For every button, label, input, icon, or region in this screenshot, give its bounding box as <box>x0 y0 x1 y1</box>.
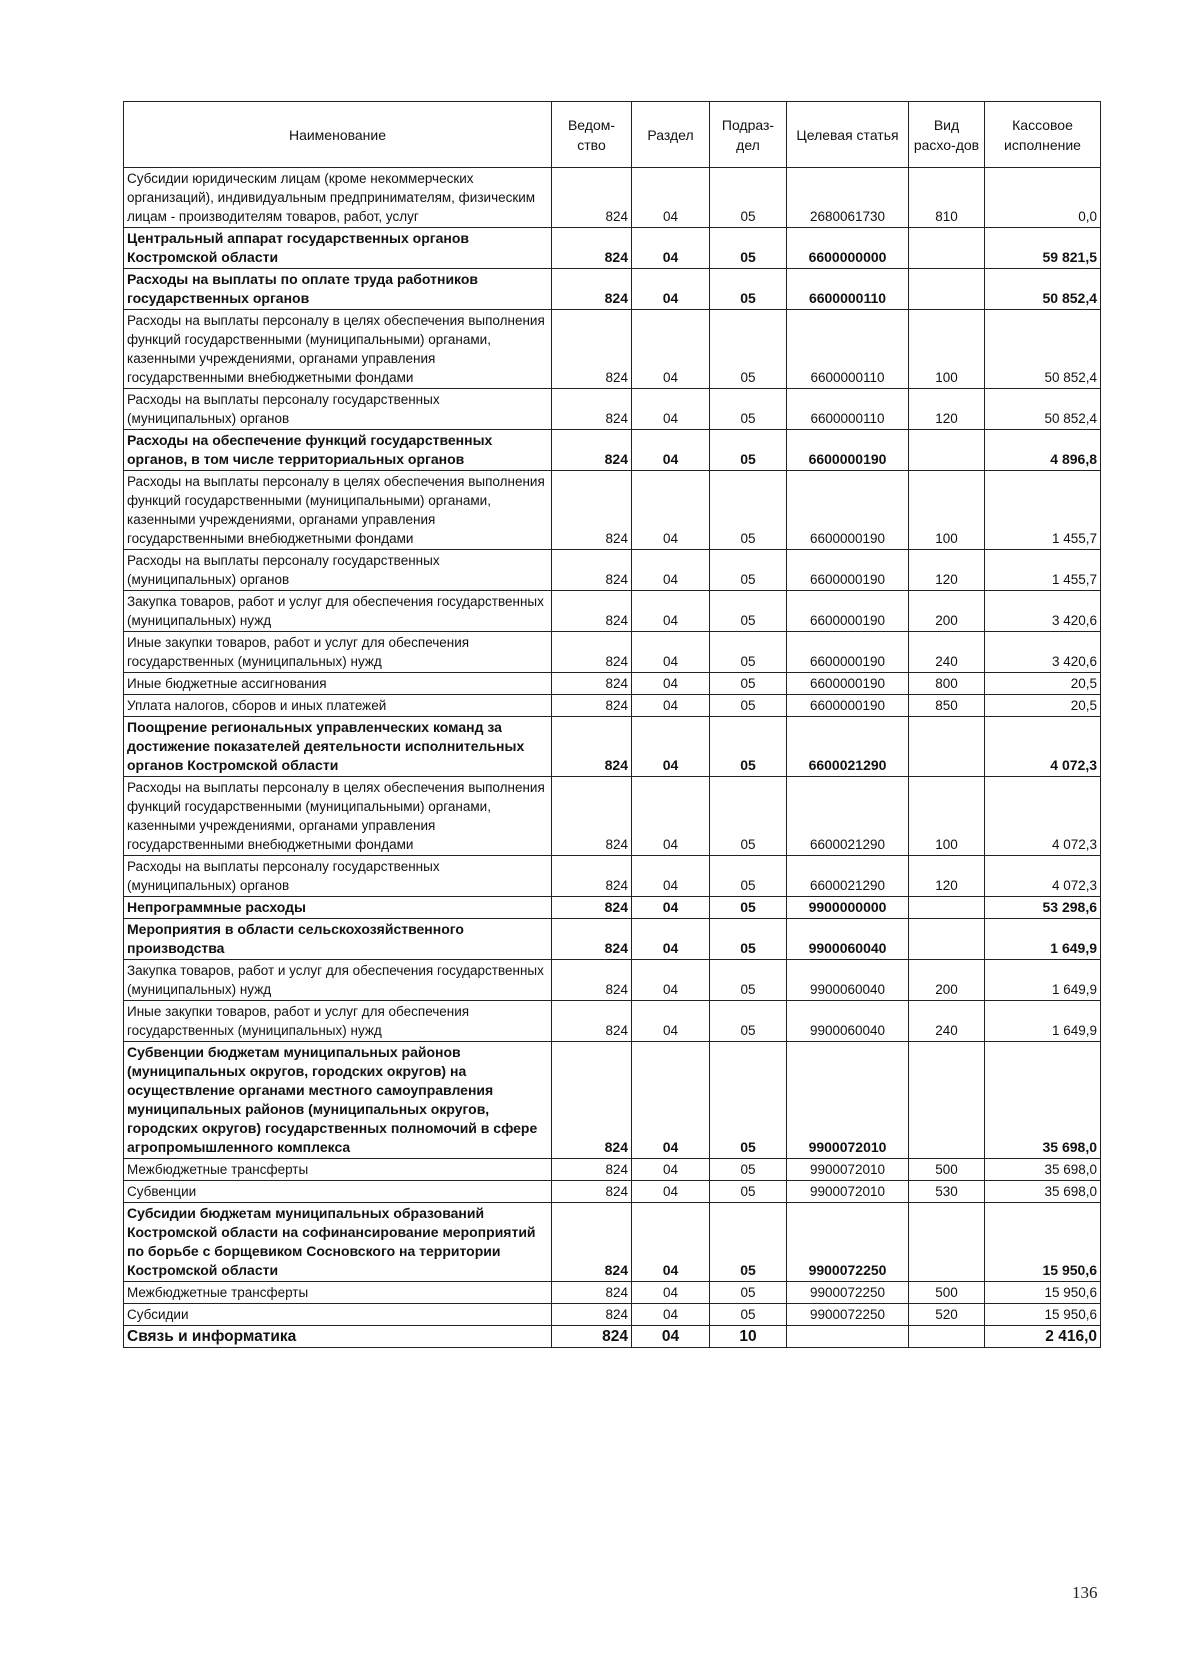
table-row <box>124 897 1101 919</box>
table-row <box>124 1203 1101 1282</box>
cell-exec: 50 852,4 <box>985 389 1101 430</box>
table-row <box>124 632 1101 673</box>
cell-target: 6600000190 <box>787 550 909 591</box>
cell-exec: 4 896,8 <box>985 430 1101 471</box>
cell-kind <box>909 1326 985 1348</box>
header-section: Раздел <box>632 102 710 168</box>
cell-exec: 3 420,6 <box>985 632 1101 673</box>
cell-name: Расходы на выплаты по оплате труда работников государственных органов <box>124 269 552 310</box>
cell-kind <box>909 1042 985 1159</box>
cell-dept: 824 <box>552 310 632 389</box>
table-row <box>124 919 1101 960</box>
table-row <box>124 1282 1101 1304</box>
cell-target: 6600000190 <box>787 591 909 632</box>
cell-subsection: 05 <box>710 228 787 269</box>
cell-subsection: 05 <box>710 1282 787 1304</box>
cell-subsection: 05 <box>710 168 787 228</box>
cell-target <box>787 1326 909 1348</box>
cell-target: 9900072250 <box>787 1282 909 1304</box>
table-row <box>124 695 1101 717</box>
cell-exec: 4 072,3 <box>985 777 1101 856</box>
cell-name: Субсидии юридическим лицам (кроме некоммерческих организаций), индивидуальным предпринимателям, физическим лицам - производителям товаров, работ, услуг <box>124 168 552 228</box>
cell-dept: 824 <box>552 1282 632 1304</box>
cell-section: 04 <box>632 430 710 471</box>
cell-name: Расходы на обеспечение функций государственных органов, в том числе территориальных органов <box>124 430 552 471</box>
cell-target: 2680061730 <box>787 168 909 228</box>
cell-kind <box>909 919 985 960</box>
cell-name: Мероприятия в области сельскохозяйственного производства <box>124 919 552 960</box>
cell-exec: 1 649,9 <box>985 1001 1101 1042</box>
cell-target: 9900000000 <box>787 897 909 919</box>
cell-section: 04 <box>632 1042 710 1159</box>
table-row <box>124 1042 1101 1159</box>
cell-kind: 810 <box>909 168 985 228</box>
budget-table-sheet <box>123 101 1100 1348</box>
cell-exec: 15 950,6 <box>985 1282 1101 1304</box>
cell-kind <box>909 1203 985 1282</box>
page-number: 136 <box>1072 1583 1098 1602</box>
cell-section: 04 <box>632 1181 710 1203</box>
header-subsection: Подраз-дел <box>710 102 787 168</box>
cell-target: 9900072250 <box>787 1304 909 1326</box>
cell-section: 04 <box>632 310 710 389</box>
table-row <box>124 717 1101 777</box>
cell-subsection: 05 <box>710 389 787 430</box>
header-kind: Вид расхо-дов <box>909 102 985 168</box>
cell-name: Непрограммные расходы <box>124 897 552 919</box>
cell-subsection: 05 <box>710 269 787 310</box>
cell-kind: 120 <box>909 856 985 897</box>
cell-subsection: 05 <box>710 591 787 632</box>
cell-target: 6600000190 <box>787 632 909 673</box>
cell-dept: 824 <box>552 777 632 856</box>
cell-exec: 2 416,0 <box>985 1326 1101 1348</box>
cell-name: Поощрение региональных управленческих команд за достижение показателей деятельности исполнительных органов Костромской области <box>124 717 552 777</box>
cell-section: 04 <box>632 856 710 897</box>
cell-section: 04 <box>632 1159 710 1181</box>
table-row <box>124 1181 1101 1203</box>
cell-target: 9900072250 <box>787 1203 909 1282</box>
cell-subsection: 05 <box>710 1181 787 1203</box>
table-row <box>124 228 1101 269</box>
cell-exec: 15 950,6 <box>985 1304 1101 1326</box>
cell-section: 04 <box>632 389 710 430</box>
cell-exec: 35 698,0 <box>985 1159 1101 1181</box>
cell-exec: 1 649,9 <box>985 919 1101 960</box>
table-row <box>124 269 1101 310</box>
cell-exec: 53 298,6 <box>985 897 1101 919</box>
table-row <box>124 777 1101 856</box>
cell-dept: 824 <box>552 1304 632 1326</box>
cell-subsection: 05 <box>710 673 787 695</box>
cell-name: Расходы на выплаты персоналу в целях обеспечения выполнения функций государственными (муниципальными) органами, казенными учреждениями, органами управления государственными внебюджетными фондами <box>124 310 552 389</box>
cell-subsection: 05 <box>710 1304 787 1326</box>
cell-name: Межбюджетные трансферты <box>124 1159 552 1181</box>
cell-kind: 500 <box>909 1282 985 1304</box>
cell-target: 6600000110 <box>787 310 909 389</box>
cell-subsection: 05 <box>710 430 787 471</box>
cell-kind: 850 <box>909 695 985 717</box>
cell-exec: 20,5 <box>985 695 1101 717</box>
header-exec: Кассовое исполнение <box>985 102 1101 168</box>
cell-name: Расходы на выплаты персоналу государственных (муниципальных) органов <box>124 550 552 591</box>
cell-target: 6600021290 <box>787 777 909 856</box>
cell-dept: 824 <box>552 919 632 960</box>
cell-section: 04 <box>632 1282 710 1304</box>
cell-dept: 824 <box>552 1001 632 1042</box>
cell-dept: 824 <box>552 550 632 591</box>
cell-dept: 824 <box>552 591 632 632</box>
table-header-row <box>124 102 1101 168</box>
cell-subsection: 05 <box>710 717 787 777</box>
cell-kind: 100 <box>909 310 985 389</box>
cell-name: Расходы на выплаты персоналу государственных (муниципальных) органов <box>124 856 552 897</box>
cell-name: Расходы на выплаты персоналу в целях обеспечения выполнения функций государственными (муниципальными) органами, казенными учреждениями, органами управления государственными внебюджетными фондами <box>124 471 552 550</box>
cell-name: Межбюджетные трансферты <box>124 1282 552 1304</box>
cell-dept: 824 <box>552 897 632 919</box>
cell-target: 6600000110 <box>787 389 909 430</box>
cell-dept: 824 <box>552 1042 632 1159</box>
cell-section: 04 <box>632 960 710 1001</box>
table-row <box>124 550 1101 591</box>
table-body <box>124 168 1101 1348</box>
cell-exec: 20,5 <box>985 673 1101 695</box>
cell-kind: 240 <box>909 1001 985 1042</box>
cell-exec: 0,0 <box>985 168 1101 228</box>
cell-target: 6600000190 <box>787 673 909 695</box>
table-row <box>124 389 1101 430</box>
cell-subsection: 05 <box>710 1042 787 1159</box>
cell-name: Центральный аппарат государственных органов Костромской области <box>124 228 552 269</box>
cell-name: Субвенции <box>124 1181 552 1203</box>
cell-subsection: 05 <box>710 960 787 1001</box>
cell-kind: 800 <box>909 673 985 695</box>
cell-target: 6600000190 <box>787 471 909 550</box>
cell-subsection: 05 <box>710 695 787 717</box>
cell-subsection: 05 <box>710 1001 787 1042</box>
cell-kind <box>909 269 985 310</box>
cell-dept: 824 <box>552 1159 632 1181</box>
cell-dept: 824 <box>552 960 632 1001</box>
cell-kind: 200 <box>909 960 985 1001</box>
cell-section: 04 <box>632 550 710 591</box>
cell-subsection: 05 <box>710 1159 787 1181</box>
cell-target: 9900060040 <box>787 919 909 960</box>
cell-kind: 240 <box>909 632 985 673</box>
header-dept: Ведом-ство <box>552 102 632 168</box>
cell-section: 04 <box>632 1304 710 1326</box>
cell-dept: 824 <box>552 673 632 695</box>
cell-subsection: 05 <box>710 919 787 960</box>
budget-table <box>123 101 1101 1348</box>
table-row <box>124 673 1101 695</box>
cell-name: Субвенции бюджетам муниципальных районов (муниципальных округов, городских округов) на осуществление органами местного самоуправления муниципальных районов (муниципальных округов, городских округов) государственных полномочий в сфере агропромышленного комплекса <box>124 1042 552 1159</box>
cell-kind: 120 <box>909 550 985 591</box>
cell-subsection: 10 <box>710 1326 787 1348</box>
cell-name: Закупка товаров, работ и услуг для обеспечения государственных (муниципальных) нужд <box>124 591 552 632</box>
table-row <box>124 168 1101 228</box>
cell-kind <box>909 228 985 269</box>
cell-section: 04 <box>632 168 710 228</box>
cell-exec: 35 698,0 <box>985 1042 1101 1159</box>
cell-name: Закупка товаров, работ и услуг для обеспечения государственных (муниципальных) нужд <box>124 960 552 1001</box>
cell-exec: 35 698,0 <box>985 1181 1101 1203</box>
cell-section: 04 <box>632 717 710 777</box>
table-row <box>124 1001 1101 1042</box>
cell-subsection: 05 <box>710 897 787 919</box>
cell-exec: 50 852,4 <box>985 269 1101 310</box>
cell-target: 6600021290 <box>787 856 909 897</box>
cell-name: Иные закупки товаров, работ и услуг для обеспечения государственных (муниципальных) нужд <box>124 632 552 673</box>
cell-dept: 824 <box>552 228 632 269</box>
cell-exec: 3 420,6 <box>985 591 1101 632</box>
table-row <box>124 960 1101 1001</box>
table-row <box>124 1304 1101 1326</box>
cell-name: Иные закупки товаров, работ и услуг для обеспечения государственных (муниципальных) нужд <box>124 1001 552 1042</box>
cell-dept: 824 <box>552 856 632 897</box>
cell-target: 9900060040 <box>787 1001 909 1042</box>
cell-kind: 100 <box>909 777 985 856</box>
cell-section: 04 <box>632 695 710 717</box>
cell-section: 04 <box>632 632 710 673</box>
cell-subsection: 05 <box>710 632 787 673</box>
cell-section: 04 <box>632 897 710 919</box>
table-row <box>124 1326 1101 1348</box>
cell-section: 04 <box>632 269 710 310</box>
cell-section: 04 <box>632 1203 710 1282</box>
cell-kind: 520 <box>909 1304 985 1326</box>
cell-target: 6600000000 <box>787 228 909 269</box>
cell-target: 6600000110 <box>787 269 909 310</box>
cell-dept: 824 <box>552 1326 632 1348</box>
cell-dept: 824 <box>552 695 632 717</box>
cell-dept: 824 <box>552 430 632 471</box>
cell-target: 9900072010 <box>787 1181 909 1203</box>
cell-dept: 824 <box>552 269 632 310</box>
cell-section: 04 <box>632 228 710 269</box>
cell-target: 6600000190 <box>787 430 909 471</box>
cell-exec: 1 649,9 <box>985 960 1101 1001</box>
cell-section: 04 <box>632 777 710 856</box>
cell-kind: 530 <box>909 1181 985 1203</box>
cell-name: Расходы на выплаты персоналу в целях обеспечения выполнения функций государственными (муниципальными) органами, казенными учреждениями, органами управления государственными внебюджетными фондами <box>124 777 552 856</box>
table-row <box>124 430 1101 471</box>
header-name: Наименование <box>124 102 552 168</box>
cell-exec: 15 950,6 <box>985 1203 1101 1282</box>
header-target: Целевая статья <box>787 102 909 168</box>
cell-section: 04 <box>632 591 710 632</box>
cell-target: 6600000190 <box>787 695 909 717</box>
cell-subsection: 05 <box>710 856 787 897</box>
cell-name: Расходы на выплаты персоналу государственных (муниципальных) органов <box>124 389 552 430</box>
cell-kind <box>909 897 985 919</box>
cell-subsection: 05 <box>710 550 787 591</box>
table-row <box>124 471 1101 550</box>
cell-name: Уплата налогов, сборов и иных платежей <box>124 695 552 717</box>
cell-target: 9900072010 <box>787 1042 909 1159</box>
cell-exec: 4 072,3 <box>985 717 1101 777</box>
cell-exec: 1 455,7 <box>985 471 1101 550</box>
cell-section: 04 <box>632 919 710 960</box>
cell-kind: 500 <box>909 1159 985 1181</box>
cell-name: Субсидии <box>124 1304 552 1326</box>
cell-target: 9900072010 <box>787 1159 909 1181</box>
cell-subsection: 05 <box>710 777 787 856</box>
cell-kind <box>909 717 985 777</box>
cell-exec: 59 821,5 <box>985 228 1101 269</box>
cell-section: 04 <box>632 673 710 695</box>
table-row <box>124 591 1101 632</box>
table-row <box>124 1159 1101 1181</box>
cell-kind <box>909 430 985 471</box>
cell-dept: 824 <box>552 168 632 228</box>
cell-exec: 1 455,7 <box>985 550 1101 591</box>
cell-dept: 824 <box>552 1181 632 1203</box>
cell-subsection: 05 <box>710 310 787 389</box>
cell-kind: 100 <box>909 471 985 550</box>
cell-name: Связь и информатика <box>124 1326 552 1348</box>
cell-subsection: 05 <box>710 471 787 550</box>
cell-name: Иные бюджетные ассигнования <box>124 673 552 695</box>
cell-target: 9900060040 <box>787 960 909 1001</box>
cell-dept: 824 <box>552 1203 632 1282</box>
cell-dept: 824 <box>552 389 632 430</box>
cell-section: 04 <box>632 1326 710 1348</box>
cell-kind: 120 <box>909 389 985 430</box>
table-row <box>124 310 1101 389</box>
cell-kind: 200 <box>909 591 985 632</box>
table-row <box>124 856 1101 897</box>
cell-subsection: 05 <box>710 1203 787 1282</box>
cell-target: 6600021290 <box>787 717 909 777</box>
cell-dept: 824 <box>552 471 632 550</box>
cell-exec: 50 852,4 <box>985 310 1101 389</box>
cell-dept: 824 <box>552 717 632 777</box>
cell-section: 04 <box>632 471 710 550</box>
cell-name: Субсидии бюджетам муниципальных образований Костромской области на софинансирование мероприятий по борьбе с борщевиком Сосновского на территории Костромской области <box>124 1203 552 1282</box>
cell-section: 04 <box>632 1001 710 1042</box>
cell-dept: 824 <box>552 632 632 673</box>
cell-exec: 4 072,3 <box>985 856 1101 897</box>
